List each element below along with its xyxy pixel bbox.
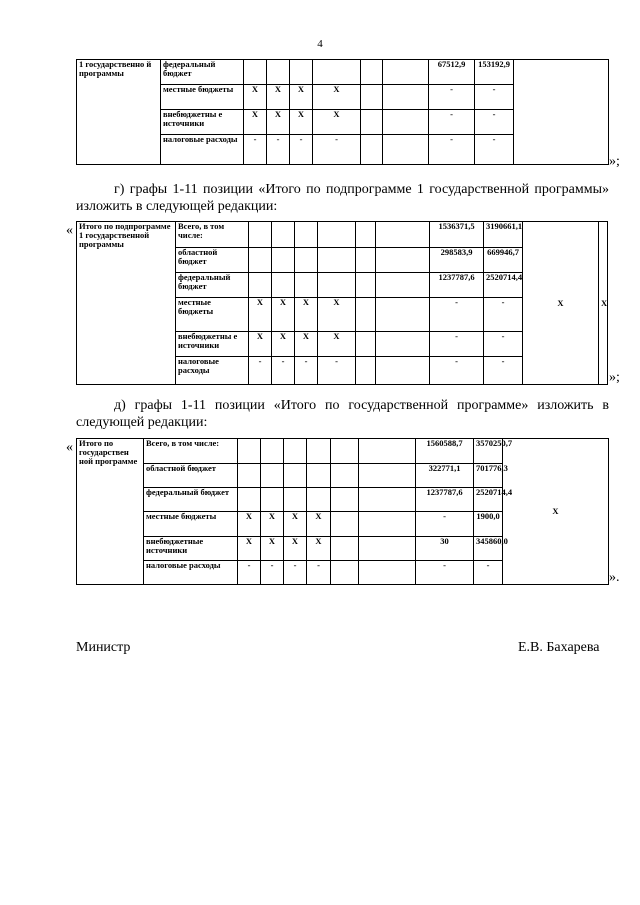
row-label: налоговые расходы [176,357,249,385]
cell: X [313,85,361,110]
row-label: местные бюджеты [144,512,238,537]
table2-open-quote: « [66,223,73,238]
cell: - [238,561,261,585]
value-cell: - [484,357,523,385]
row-label: федеральный бюджет [176,273,249,298]
value-cell: 1237787,6 [430,273,484,298]
table-subprogram-total [76,221,608,385]
cell [318,248,356,273]
cell [383,135,429,165]
cell [359,512,416,537]
cell [267,60,290,85]
cell [318,273,356,298]
row-label: внебюджетны е источники [176,332,249,357]
cell [359,439,416,464]
value-cell: 2520714,4 [484,273,523,298]
table-program-1 [76,59,609,165]
cell: X [267,85,290,110]
cell [295,273,318,298]
table2-close-quote: »; [609,370,620,385]
signature-name: Е.В. Бахарева [518,640,600,655]
cell: X [261,512,284,537]
table-row [77,60,609,85]
value-cell: 298583,9 [430,248,484,273]
cell [356,357,376,385]
cell [376,332,430,357]
cell [284,439,307,464]
cell: X [295,332,318,357]
cell [238,439,261,464]
value-cell: 1900,0 [474,512,503,537]
value-cell: - [430,298,484,332]
value-cell: 67512,9 [429,60,475,85]
cell [284,488,307,512]
cell [284,464,307,488]
row-label: налоговые расходы [161,135,244,165]
table3-open-quote: « [66,440,73,455]
row-label: внебюджетны е источники [161,110,244,135]
cell [359,561,416,585]
cell [331,439,359,464]
table-program-total [76,438,609,585]
cell [359,537,416,561]
cell [383,110,429,135]
cell [295,222,318,248]
cell [376,357,430,385]
cell [376,298,430,332]
merged-cell: X [523,222,599,385]
cell: X [318,298,356,332]
value-cell: 30 [416,537,474,561]
cell: X [249,332,272,357]
cell [313,60,361,85]
cell [318,222,356,248]
value-cell: 1237787,6 [416,488,474,512]
cell [307,464,331,488]
row-label: областной бюджет [144,464,238,488]
cell [383,85,429,110]
cell: X [318,332,356,357]
cell [261,439,284,464]
cell [361,85,383,110]
table-row [77,439,609,464]
cell [249,248,272,273]
row-label: Всего, в том числе: [176,222,249,248]
value-cell: - [474,561,503,585]
value-cell: 322771,1 [416,464,474,488]
cell [361,60,383,85]
value-cell: 3190661,1 [484,222,523,248]
signature-title: Министр [76,640,131,655]
cell [361,135,383,165]
value-cell: - [475,85,514,110]
cell [376,222,430,248]
row-group-label: Итого по государствен ной программе [77,439,144,585]
cell [331,512,359,537]
cell [356,273,376,298]
cell: - [313,135,361,165]
value-cell: 3570250,7 [474,439,503,464]
value-cell: 701776,3 [474,464,503,488]
row-label: местные бюджеты [176,298,249,332]
table3-close-quote: ». [609,570,620,585]
value-cell: - [429,85,475,110]
cell: X [261,537,284,561]
row-label: налоговые расходы [144,561,238,585]
value-cell: - [429,135,475,165]
cell [376,273,430,298]
value-cell: - [416,512,474,537]
table1-close-quote: »; [609,154,620,169]
cell [238,464,261,488]
row-group-label: 1 государственно й программы [77,60,161,165]
cell [356,248,376,273]
cell [359,488,416,512]
cell [249,273,272,298]
cell [295,248,318,273]
cell: X [244,85,267,110]
cell: X [238,512,261,537]
value-cell: - [475,135,514,165]
cell: X [238,537,261,561]
cell [359,464,416,488]
value-cell: 153192,9 [475,60,514,85]
value-cell: - [484,298,523,332]
cell [356,222,376,248]
merged-cell [514,60,609,165]
row-label: внебюджетные источники [144,537,238,561]
cell: - [267,135,290,165]
value-cell: 1560588,7 [416,439,474,464]
cell [331,561,359,585]
cell: X [290,85,313,110]
value-cell: - [484,332,523,357]
page-number: 4 [317,38,323,50]
merged-cell: X [599,222,608,385]
cell [376,248,430,273]
cell: - [295,357,318,385]
value-cell: 669946,7 [484,248,523,273]
cell: X [272,332,295,357]
cell [272,222,295,248]
cell [238,488,261,512]
value-cell: - [475,110,514,135]
cell: X [244,110,267,135]
row-label: областной бюджет [176,248,249,273]
cell: - [284,561,307,585]
merged-cell: X [503,439,609,585]
cell [331,537,359,561]
cell: - [307,561,331,585]
value-cell: 345860,0 [474,537,503,561]
value-cell: - [429,110,475,135]
cell [361,110,383,135]
cell: - [261,561,284,585]
cell: - [249,357,272,385]
table-row [77,222,608,248]
cell [249,222,272,248]
value-cell: - [430,332,484,357]
value-cell: - [430,357,484,385]
cell [356,332,376,357]
cell: X [313,110,361,135]
cell: X [284,537,307,561]
value-cell: 2520714,4 [474,488,503,512]
cell: X [249,298,272,332]
cell: - [290,135,313,165]
cell: X [272,298,295,332]
cell [261,464,284,488]
row-group-label: Итого по подпрограмме 1 государственной программы [77,222,176,385]
cell: X [290,110,313,135]
cell: - [272,357,295,385]
cell [261,488,284,512]
cell [272,248,295,273]
cell [307,439,331,464]
cell: - [318,357,356,385]
row-label: местные бюджеты [161,85,244,110]
cell: X [295,298,318,332]
paragraph-d: д) графы 1-11 позиции «Итого по государственной программе» изложить в следующей редакции: [76,398,609,430]
cell [244,60,267,85]
cell [331,488,359,512]
cell [290,60,313,85]
cell: X [307,537,331,561]
value-cell: 1536371,5 [430,222,484,248]
row-label: федеральный бюджет [161,60,244,85]
paragraph-g: г) графы 1-11 позиции «Итого по подпрограмме 1 государственной программы» изложить в следующей редакции: [76,182,609,214]
cell [383,60,429,85]
cell: - [244,135,267,165]
cell: X [267,110,290,135]
cell [272,273,295,298]
cell [356,298,376,332]
row-label: Всего, в том числе: [144,439,238,464]
cell: X [284,512,307,537]
value-cell: - [416,561,474,585]
row-label: федеральный бюджет [144,488,238,512]
cell [331,464,359,488]
cell: X [307,512,331,537]
cell [307,488,331,512]
